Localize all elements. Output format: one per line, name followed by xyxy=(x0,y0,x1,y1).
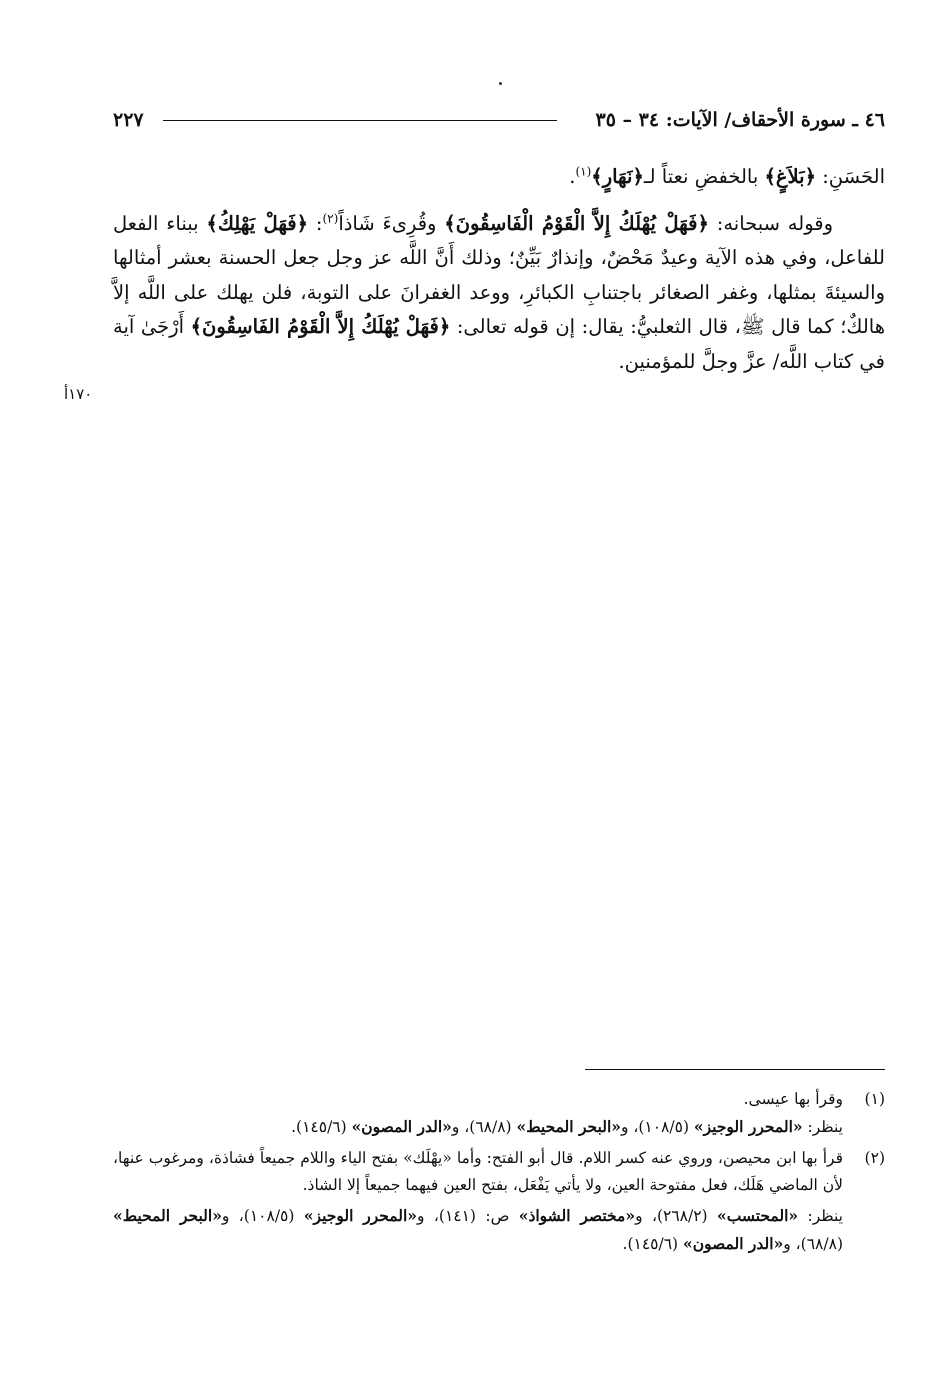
quran-quote: ﴿بَلاَغٍ﴾ xyxy=(764,165,817,188)
source-title: «البحر المحيط» xyxy=(113,1206,222,1225)
source-title: «المحرر الوجيز» xyxy=(693,1117,803,1136)
footnote-text: قرأ بها ابن محيصن، وروي عنه كسر اللام. قال أبو الفتح: وأما «يهْلَك» بفتح الياء واللام جميعاً فشاذة، ومرغوب عنها، لأن الماضي هَلَك، فعل مفتوحة العين، ولا يأتي يَفْعَل، بفتح العين فيهما جميعاً إلا الشاذ. xyxy=(113,1149,843,1194)
text-span: ص: (١٤١)، و xyxy=(416,1207,519,1225)
text-span: وقوله سبحانه: xyxy=(708,211,834,235)
text-span: الحَسَنِ: xyxy=(816,165,885,188)
text-span: (١٠٨/٥)، و xyxy=(620,1118,694,1136)
footnote-references xyxy=(113,1113,843,1141)
footnote-number: (١) xyxy=(864,1090,885,1108)
footnotes xyxy=(113,1086,885,1258)
text-span: (١٤٥/٦). xyxy=(622,1235,684,1253)
text-span: : xyxy=(308,211,323,235)
page-header xyxy=(113,105,885,135)
quran-quote: ﴿فَهَلْ يُهْلَكُ إِلاَّ الْقَوْمُ الفَاسِقُونَ﴾ xyxy=(190,315,451,338)
footnote-rule xyxy=(585,1069,885,1070)
quran-quote: ﴿فَهَلْ يُهْلَكُ إِلاَّ الْقَوْمُ الْفَاسِقُونَ﴾ xyxy=(444,211,709,235)
main-text xyxy=(113,160,885,379)
manuscript-folio-note: ١٧٠أ xyxy=(64,385,93,403)
footnote-references xyxy=(113,1202,843,1258)
text-span: وقُرِىءَ شَاذاً xyxy=(338,211,445,235)
footnote-text: وقرأ بها عيسى. xyxy=(743,1090,843,1108)
text-span: بالخفضِ نعتاً لـ xyxy=(643,165,765,188)
text-span: (٢٦٨/٢)، و xyxy=(635,1207,717,1225)
page-speck xyxy=(499,82,502,85)
text-span: ينظر: xyxy=(802,1118,843,1136)
page-number: ٢٢٧ xyxy=(113,109,144,131)
text-span: ببناء الفعل للفاعل، وفي هذه الآية وعيدٌ مَحْضٌ، وإنذارٌ بَيِّنٌ؛ وذلك أَنَّ اللَّه عز وجل جعل الحسنة بعشر أمثالها والسيئةَ بمثلها، وغفر الصغائر باجتنابِ الكبائرِ، ووعد الغفرانَ على التوبة، فلن يهلك على اللَّه إلاَّ هالكٌ؛ كما قال ﷺ، قال الثعلبيُّ: يقال: إن قوله تعالى: xyxy=(113,211,885,338)
header-title: ٤٦ ـ سورة الأحقاف/ الآيات: ٣٤ – ٣٥ xyxy=(595,109,885,131)
text-span: أَرْجَىٰ آية في كتاب اللَّه/ عزَّ وجلَّ للمؤمنين. xyxy=(113,315,885,373)
footnote-ref-2[interactable]: (٢) xyxy=(322,211,339,225)
quran-quote: ﴿فَهَلْ يَهْلِكُ﴾ xyxy=(206,211,309,235)
footnote-number: (٢) xyxy=(864,1149,885,1167)
paragraph-1 xyxy=(113,160,885,195)
text-span: . xyxy=(569,165,576,188)
source-title: «مختصر الشواذ» xyxy=(518,1206,636,1225)
source-title: «المحتسب» xyxy=(717,1206,799,1225)
text-span: ينظر: xyxy=(798,1207,843,1225)
quran-quote: ﴿نَهَارٍ﴾ xyxy=(591,165,644,188)
footnote-2 xyxy=(113,1145,885,1258)
text-span: (١٠٨/٥)، و xyxy=(221,1207,304,1225)
text-span: (١٤٥/٦). xyxy=(291,1118,352,1136)
source-title: «الدر المصون» xyxy=(351,1117,452,1136)
paragraph-2 xyxy=(113,207,885,380)
footnote-ref-1[interactable]: (١) xyxy=(575,164,592,179)
source-title: «الدر المصون» xyxy=(683,1234,784,1253)
footnote-1 xyxy=(113,1086,885,1141)
source-title: «البحر المحيط» xyxy=(516,1117,621,1136)
text-span: (٦٨/٨)، و xyxy=(783,1235,843,1253)
source-title: «المحرر الوجيز» xyxy=(303,1206,417,1225)
header-rule xyxy=(163,120,557,121)
text-span: (٦٨/٨)، و xyxy=(451,1118,517,1136)
